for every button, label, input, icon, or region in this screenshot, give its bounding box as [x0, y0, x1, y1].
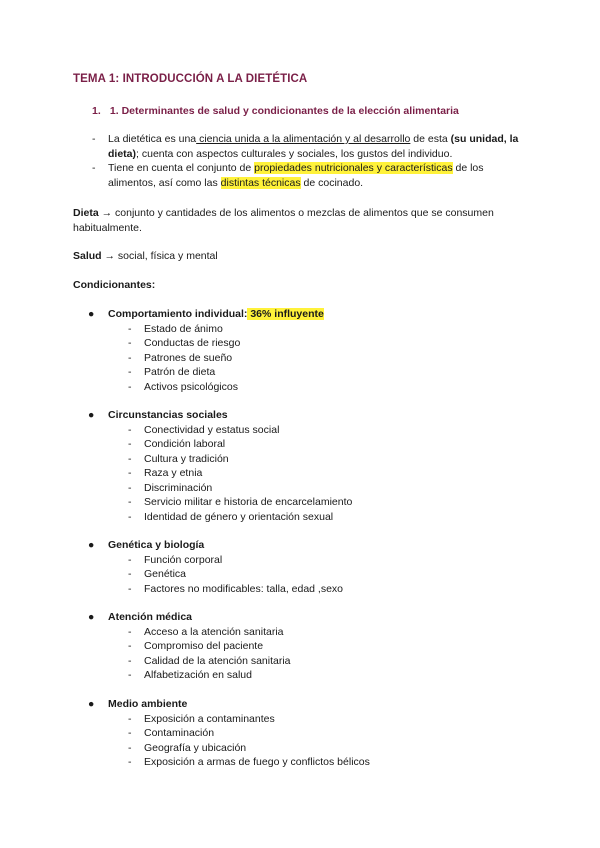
salud-term: Salud	[73, 250, 102, 262]
section-heading	[88, 307, 548, 322]
list-item-text: Acceso a la atención sanitaria	[144, 625, 284, 638]
dash-bullet: -	[128, 496, 132, 509]
page-title: TEMA 1: INTRODUCCIÓN A LA DIETÉTICA	[73, 73, 308, 85]
dash-bullet: -	[128, 553, 132, 566]
bullet-dot: ●	[88, 698, 95, 710]
intro-highlighted-text: distintas técnicas	[220, 176, 301, 189]
dash-bullet: -	[128, 669, 132, 682]
intro-bold-text: (su unidad, la dieta)	[108, 133, 519, 160]
list-item-text: Cultura y tradición	[144, 452, 229, 465]
section-heading	[88, 408, 548, 423]
bullet-dot: ●	[88, 539, 95, 551]
section-comportamiento	[88, 307, 548, 394]
intro-underlined-text: ciencia unida a la alimentación y al desarrollo	[196, 133, 411, 145]
dieta-text: → conjunto y cantidades de los alimentos o mezclas de alimentos que se consumen habitualmente.	[73, 207, 494, 234]
list-item-text: Función corporal	[144, 553, 223, 566]
section-highlight: 36% influyente	[247, 308, 324, 320]
list-item	[88, 466, 548, 481]
dash-bullet: -	[128, 351, 132, 364]
dieta-definition	[73, 206, 533, 235]
list-item-text: Patrones de sueño	[144, 351, 233, 364]
list-item-text: Raza y etnia	[144, 467, 203, 480]
dash-bullet: -	[128, 511, 132, 524]
dash-bullet: -	[92, 162, 96, 174]
list-item-text: Condición laboral	[144, 438, 226, 451]
bullet-dot: ●	[88, 611, 95, 623]
section-medio-ambiente	[88, 697, 548, 770]
section-heading	[88, 610, 548, 625]
list-item-text: Conductas de riesgo	[144, 337, 241, 350]
list-item-text: Patrón de dieta	[144, 366, 216, 379]
dash-bullet: -	[128, 712, 132, 725]
list-item	[88, 712, 548, 727]
list-item	[88, 423, 548, 438]
section-title: Circunstancias sociales	[108, 409, 228, 421]
dash-bullet: -	[128, 423, 132, 436]
list-item	[88, 567, 548, 582]
list-item-text: Compromiso del paciente	[144, 640, 264, 653]
list-item	[88, 553, 548, 568]
list-item	[88, 380, 548, 395]
intro-text: Tiene en cuenta el conjunto de	[108, 162, 255, 174]
dash-bullet: -	[128, 481, 132, 494]
list-item	[88, 437, 548, 452]
list-item	[88, 336, 548, 351]
list-item	[88, 322, 548, 337]
section-subtitle	[92, 105, 459, 117]
list-item-text: Exposición a contaminantes	[144, 712, 275, 725]
intro-text: La dietética es una	[108, 133, 197, 145]
section-title: Genética y biología	[108, 539, 205, 551]
list-item	[88, 452, 548, 467]
list-item	[88, 510, 548, 525]
dash-bullet: -	[128, 756, 132, 769]
sub-list	[88, 553, 548, 597]
intro-text: de esta	[410, 133, 451, 145]
list-item-text: Factores no modificables: talla, edad ,sexo	[144, 582, 344, 595]
section-heading	[88, 697, 548, 712]
list-item-text: Genética	[144, 568, 187, 581]
section-heading	[88, 538, 548, 553]
section-title: Comportamiento individual:	[108, 308, 248, 320]
list-item	[88, 639, 548, 654]
salud-definition	[73, 249, 533, 264]
list-item-text: Alfabetización en salud	[144, 669, 252, 682]
intro-item	[92, 132, 532, 161]
dash-bullet: -	[128, 654, 132, 667]
intro-text: ; cuenta con aspectos culturales y sociales, los gustos del individuo.	[136, 147, 453, 160]
list-item	[88, 741, 548, 756]
list-item	[88, 365, 548, 380]
dash-bullet: -	[92, 133, 96, 145]
list-item-text: Discriminación	[144, 481, 213, 494]
list-item-text: Activos psicológicos	[144, 380, 238, 393]
list-item	[88, 495, 548, 510]
dash-bullet: -	[128, 625, 132, 638]
dash-bullet: -	[128, 467, 132, 480]
dash-bullet: -	[128, 727, 132, 740]
sub-list	[88, 712, 548, 770]
bullet-dot: ●	[88, 409, 95, 421]
section-genetica	[88, 538, 548, 596]
list-item	[88, 755, 548, 770]
dash-bullet: -	[128, 452, 132, 465]
dash-bullet: -	[128, 568, 132, 581]
list-item-text: Contaminación	[144, 727, 215, 740]
sub-list	[88, 423, 548, 525]
subtitle-text: 1. Determinantes de salud y condicionantes de la elección alimentaria	[109, 105, 459, 117]
list-item	[88, 481, 548, 496]
salud-text: → social, física y mental	[101, 250, 218, 262]
intro-highlighted-text: propiedades nutricionales y características	[254, 162, 453, 174]
section-circunstancias	[88, 408, 548, 525]
list-item-text: Conectividad y estatus social	[144, 423, 280, 436]
bullet-dot: ●	[88, 308, 95, 320]
dash-bullet: -	[128, 380, 132, 393]
intro-list	[92, 132, 532, 190]
list-item-text: Geografía y ubicación	[144, 741, 247, 754]
list-item-text: Calidad de la atención sanitaria	[144, 654, 291, 667]
dash-bullet: -	[128, 322, 132, 335]
list-item-text: Servicio militar e historia de encarcelamiento	[144, 496, 353, 509]
list-item	[88, 654, 548, 669]
sub-list	[88, 322, 548, 395]
list-item	[88, 351, 548, 366]
list-item	[88, 726, 548, 741]
dieta-term: Dieta	[73, 207, 99, 219]
sub-list	[88, 625, 548, 683]
dash-bullet: -	[128, 337, 132, 350]
intro-text: de cocinado.	[300, 176, 364, 189]
section-atencion-medica	[88, 610, 548, 683]
list-item	[88, 582, 548, 597]
condicionantes-label: Condicionantes:	[73, 279, 156, 291]
section-title: Medio ambiente	[108, 698, 188, 710]
dash-bullet: -	[128, 582, 132, 595]
dash-bullet: -	[128, 640, 132, 653]
intro-text: de los alimentos, así como las	[108, 162, 484, 189]
section-title: Atención médica	[108, 611, 193, 623]
dash-bullet: -	[128, 438, 132, 451]
dash-bullet: -	[128, 741, 132, 754]
list-item	[88, 668, 548, 683]
subtitle-number: 1.	[92, 105, 101, 117]
list-item	[88, 625, 548, 640]
list-item-text: Exposición a armas de fuego y conflictos bélicos	[144, 756, 370, 769]
intro-item	[92, 161, 532, 190]
dash-bullet: -	[128, 366, 132, 379]
list-item-text: Identidad de género y orientación sexual	[144, 511, 334, 524]
list-item-text: Estado de ánimo	[144, 322, 223, 335]
